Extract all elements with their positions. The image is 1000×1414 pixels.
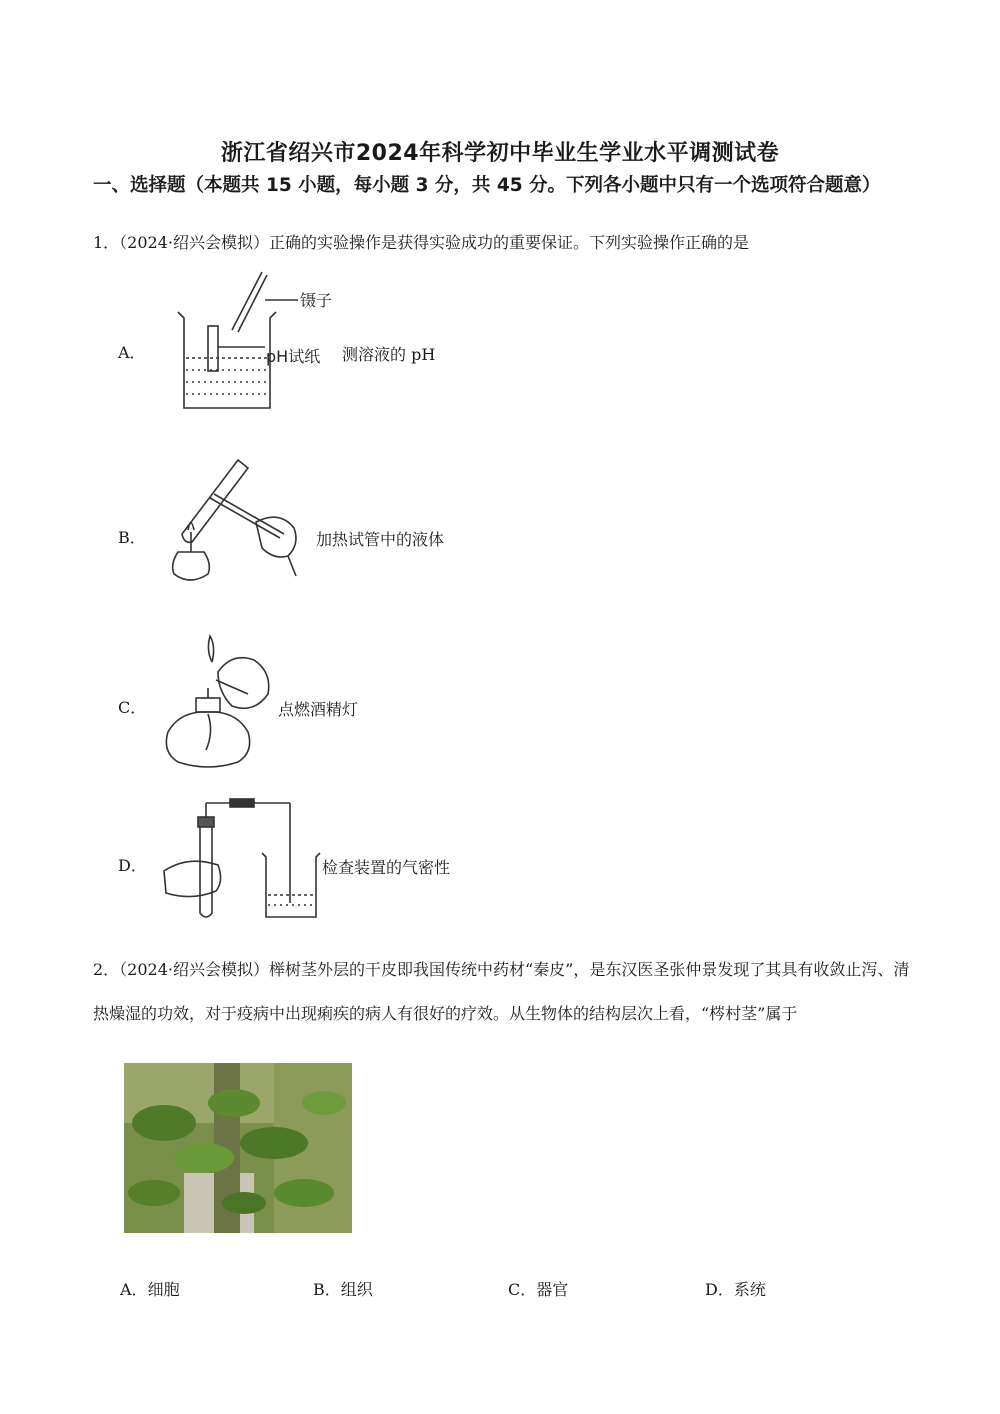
question-2-stem: 2．（2024·绍兴会模拟）榉树茎外层的干皮即我国传统中药材“秦皮”，是东汉医圣张仲景发现了其具有收敛止泻、清热燥湿的功效，对于疫病中出现痢疾的病人有很好的疗效。从生物体的结构层次上看，“梣村茎”属于 [93,960,910,1023]
option-a-letter: A． [118,343,146,362]
option-d-letter: D． [118,856,147,875]
choice-d-text: 系统 [733,1280,766,1299]
choice-c-letter: C． [508,1280,537,1299]
choice-d-letter: D． [705,1280,734,1299]
section-heading: 一、选择题（本题共 15 小题，每小题 3 分，共 45 分。下列各小题中只有一个选项符合题意） [93,175,881,196]
option-d-caption: 检查装置的气密性 [322,858,451,877]
option-b-letter: B． [118,528,146,547]
choice-c-text: 器官 [536,1280,569,1299]
airtightness-check-figure [158,795,323,925]
choice-b [313,1277,373,1300]
option-a-caption: 测溶液的 pH [342,345,436,364]
plant-photo [124,1063,352,1233]
tweezers-label: 镊子 [300,291,333,310]
page-title: 浙江省绍兴市2024年科学初中毕业生学业水平调测试卷 [220,141,780,166]
choice-d [705,1277,766,1300]
option-c-letter: C． [118,698,147,717]
option-c-caption: 点燃酒精灯 [278,700,359,719]
choice-a-letter: A． [120,1280,148,1299]
choice-a [120,1277,180,1300]
question-1-stem: 1．（2024·绍兴会模拟）正确的实验操作是获得实验成功的重要保证。下列实验操作正确的是 [93,233,749,252]
option-b-caption: 加热试管中的液体 [316,530,445,549]
choice-c [508,1277,568,1300]
beaker-ph-figure [170,270,340,415]
choice-a-text: 细胞 [147,1280,180,1299]
heating-test-tube-figure [160,452,310,587]
choice-b-text: 组织 [340,1280,373,1299]
choice-b-letter: B． [313,1280,341,1299]
alcohol-lamp-figure [158,632,278,772]
ph-paper-label: pH试纸 [266,347,321,366]
